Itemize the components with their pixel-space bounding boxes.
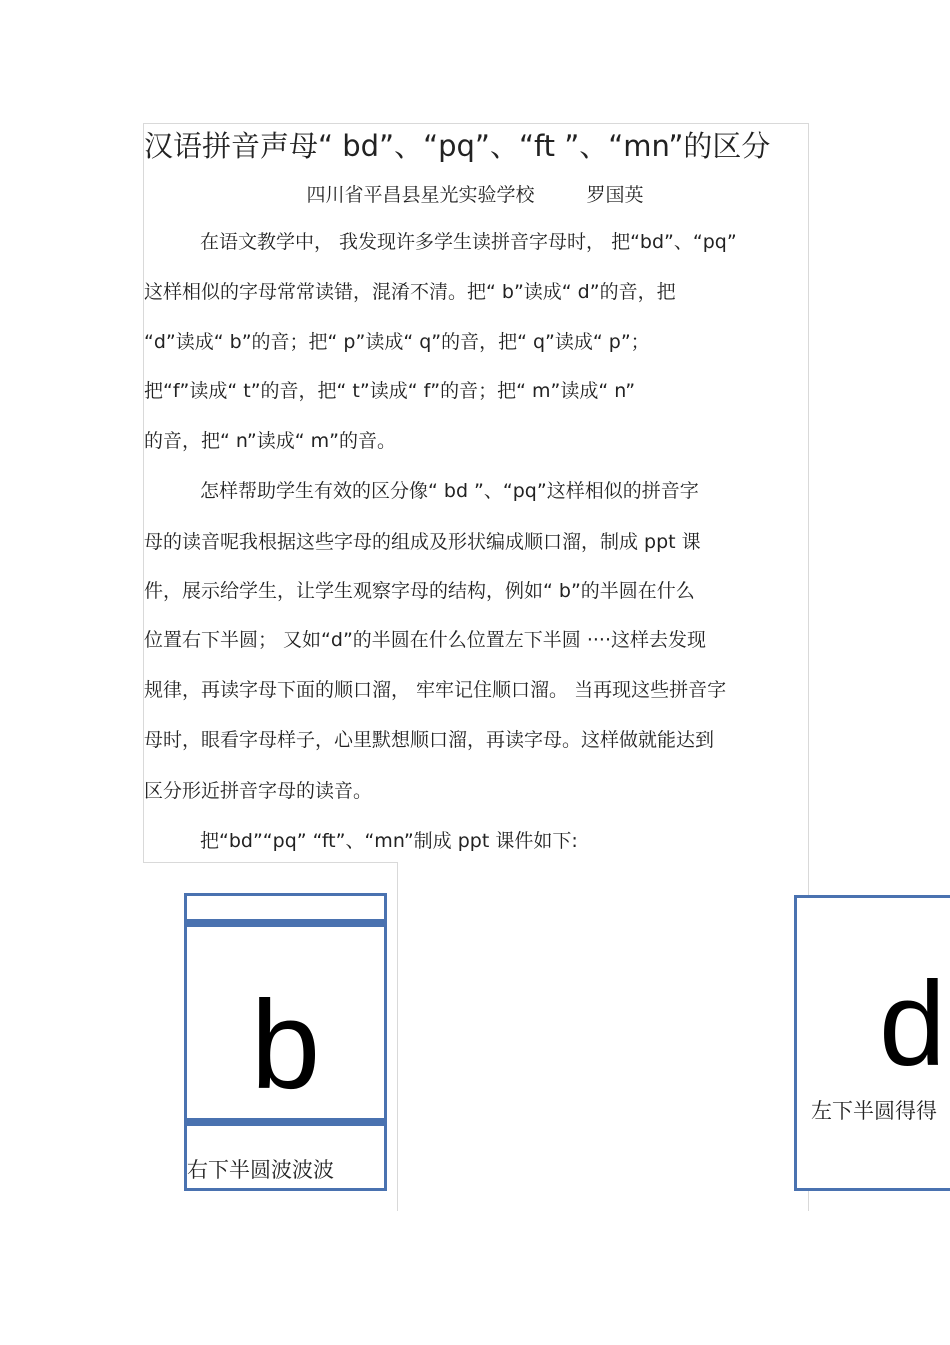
paragraph2-line: 母的读音呢我根据这些字母的组成及形状编成顺口溜，制成 ppt 课: [144, 531, 701, 553]
author-name: 罗国英: [586, 184, 644, 206]
byline: [0, 180, 950, 207]
slide-b: [184, 893, 387, 1191]
school-name: 四川省平昌县星光实验学校: [306, 184, 535, 206]
page-frame-inner: [397, 862, 398, 1211]
paragraph2-line: 母时，眼看字母样子，心里默想顺口溜，再读字母。这样做就能达到: [144, 729, 715, 751]
paragraph2-line: 件，展示给学生，让学生观察字母的结构，例如“ b”的半圆在什么: [144, 580, 695, 602]
paragraph1-line: 把“f”读成“ t”的音，把“ t”读成“ f”的音；把“ m”读成“ n”: [144, 380, 636, 402]
paragraph2-line: 区分形近拼音字母的读音。: [144, 780, 373, 802]
paragraph3-line: 把“bd”“pq” “ft”、“mn”制成 ppt 课件如下:: [200, 830, 578, 852]
paragraph1-line: 这样相似的字母常常读错，混淆不清。把“ b”读成“ d”的音，把: [144, 281, 676, 303]
slide-d: [794, 895, 950, 1191]
paragraph2-line: 规律，再读字母下面的顺口溜， 牢牢记住顺口溜。 当再现这些拼音字: [144, 679, 727, 701]
paragraph2-line: 怎样帮助学生有效的区分像“ bd ”、“pq”这样相似的拼音字: [200, 480, 699, 502]
slide-b-bottom-bar: [187, 1118, 384, 1126]
slide-b-letter: b: [250, 976, 321, 1115]
slide-b-top-bar: [187, 919, 384, 927]
document-title: 汉语拼音声母“ bd”、“pq”、“ft ”、“mn”的区分: [144, 129, 771, 163]
paragraph1-line: 在语文教学中， 我发现许多学生读拼音字母时， 把“bd”、“pq”: [200, 231, 737, 253]
paragraph1-line: “d”读成“ b”的音；把“ p”读成“ q”的音，把“ q”读成“ p”；: [144, 331, 650, 353]
paragraph1-line: 的音，把“ n”读成“ m”的音。: [144, 430, 396, 452]
slide-b-caption: 右下半圆波波波: [187, 1158, 334, 1182]
page-frame-mid: [143, 862, 398, 863]
slide-d-letter: d: [879, 957, 946, 1091]
slide-d-caption: 左下半圆得得: [811, 1099, 937, 1123]
paragraph2-line: 位置右下半圆； 又如“d”的半圆在什么位置左下半圆 ····这样去发现: [144, 629, 706, 651]
